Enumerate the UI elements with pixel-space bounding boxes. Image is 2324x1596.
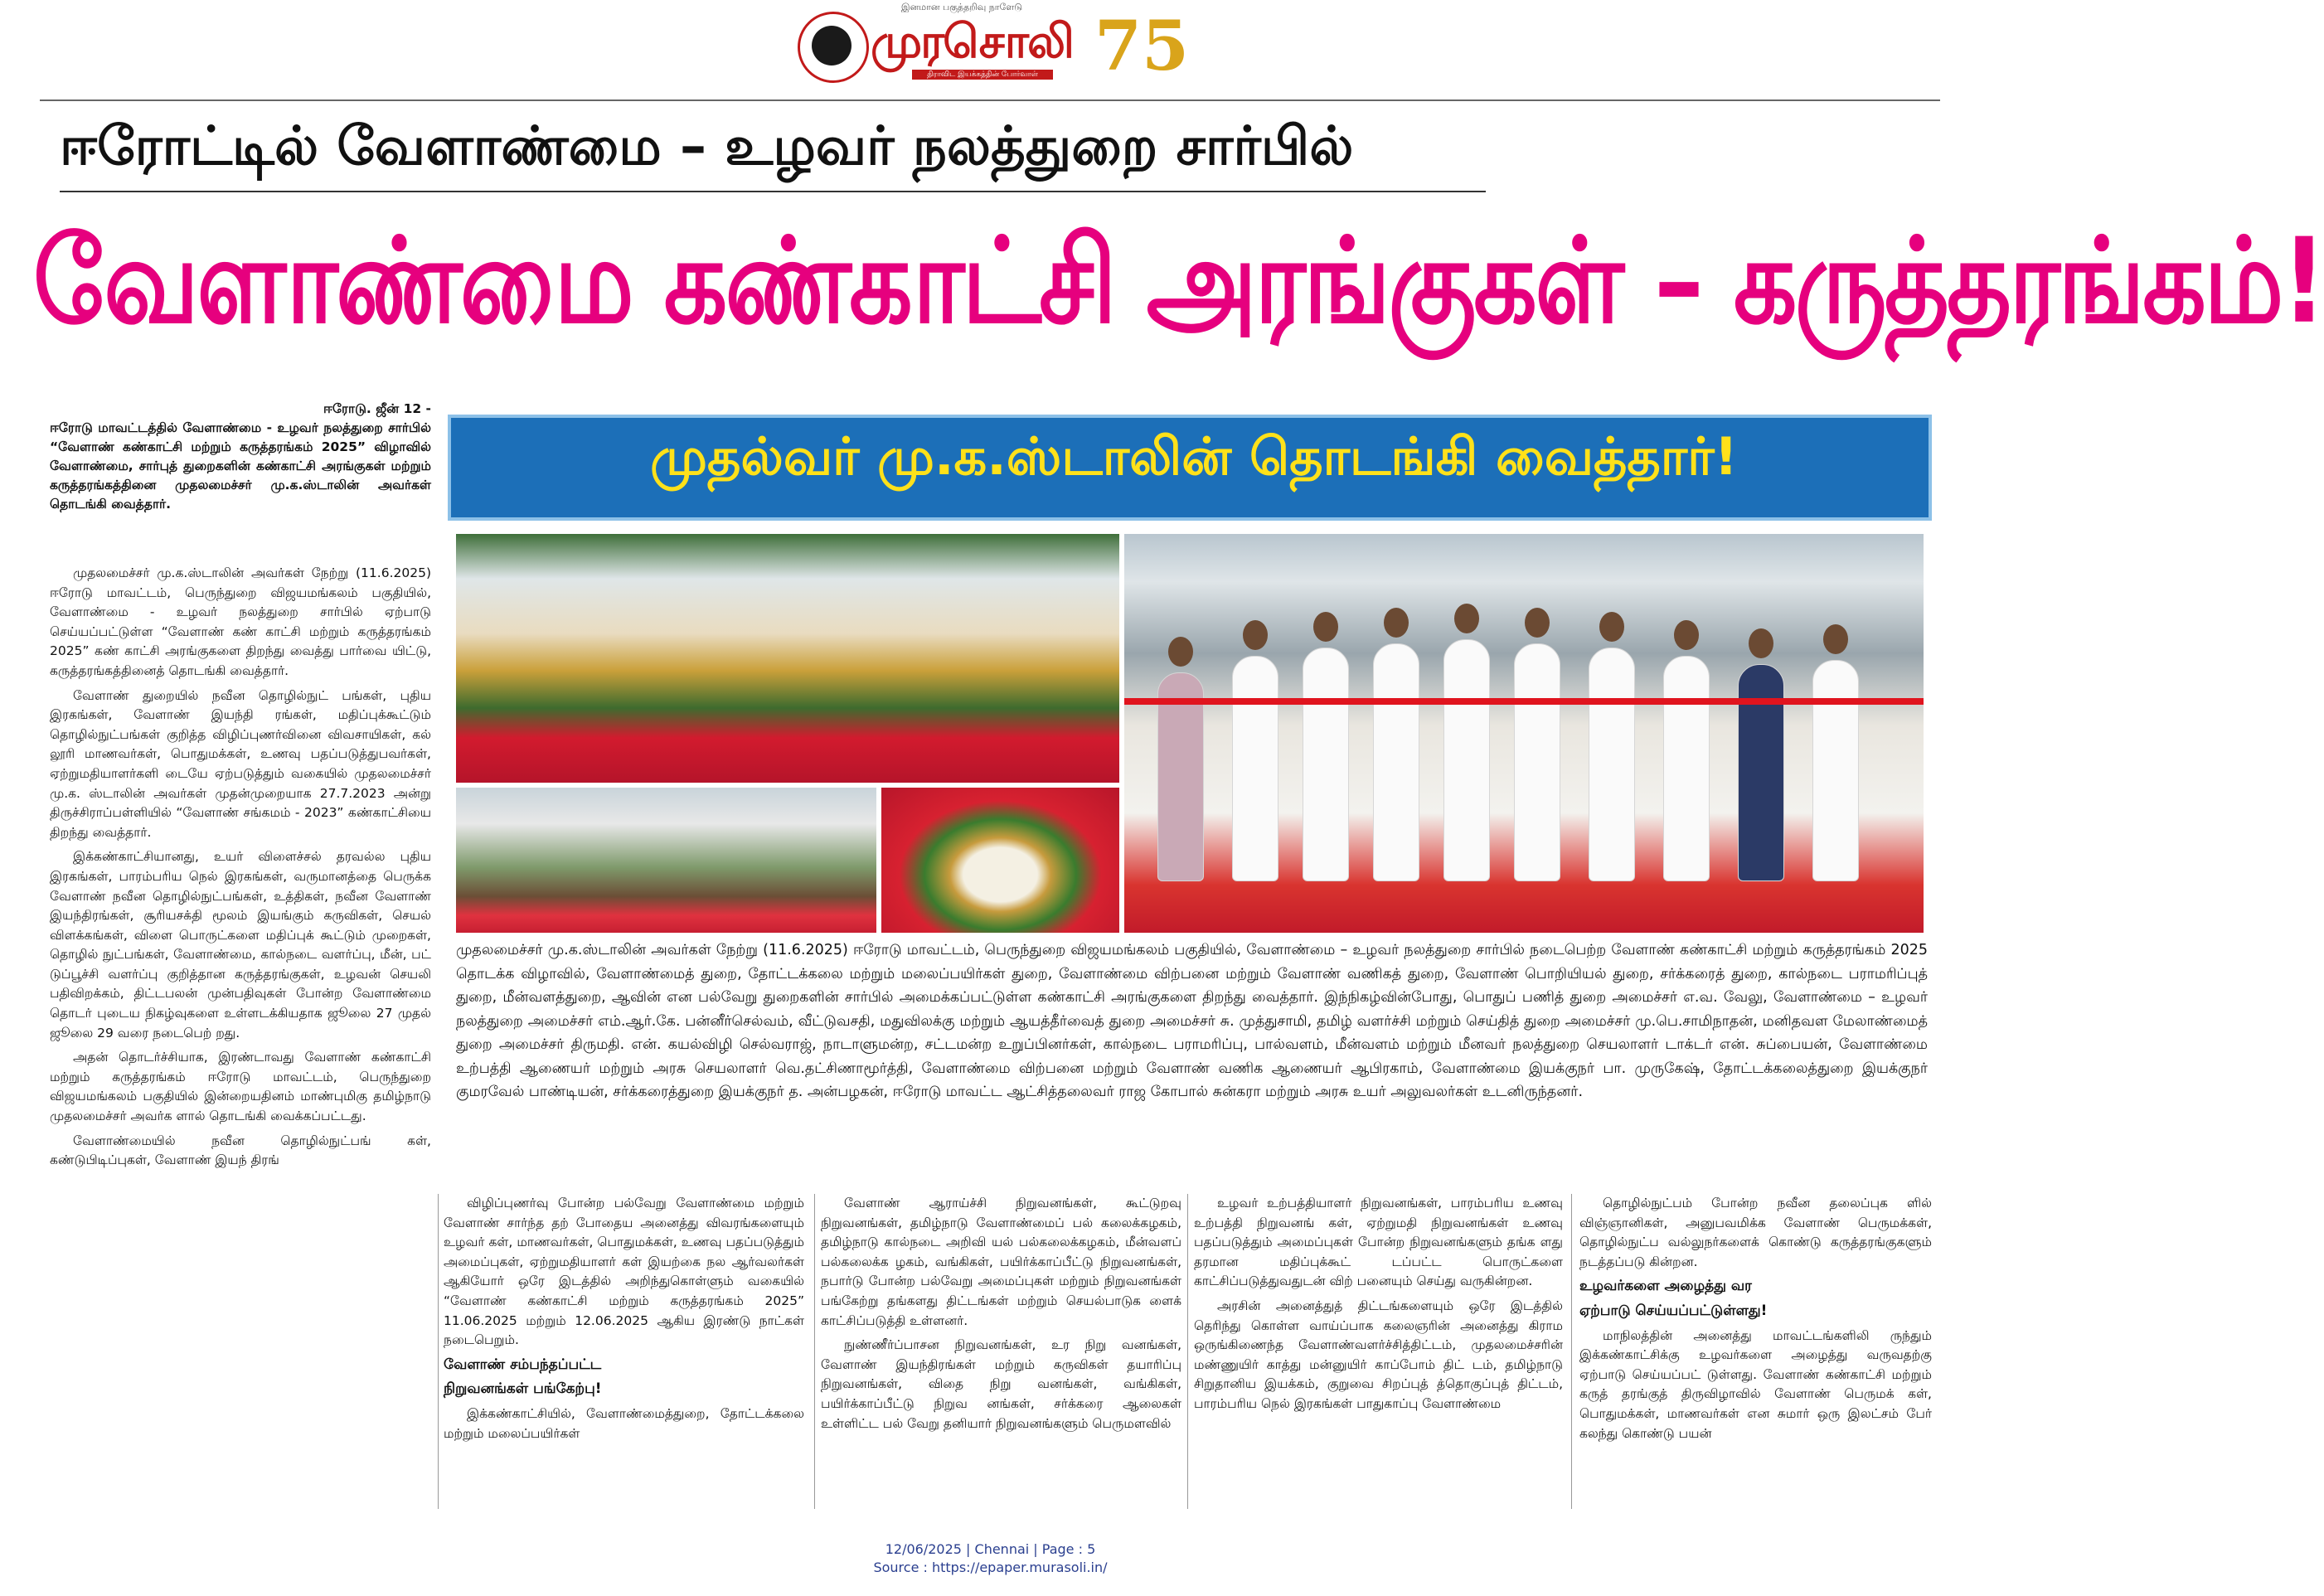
exhibition-stall-photo — [456, 534, 1119, 783]
newspaper-logo: முரசொலி — [871, 15, 1073, 69]
section-subhead: வேளாண் சம்பந்தப்பட்ட — [444, 1356, 602, 1373]
paragraph: முதலமைச்சர் மு.க.ஸ்டாலின் அவர்கள் நேற்று (11.6.2025) ஈரோடு மாவட்டம், பெருந்துறை விஜயமங்கலம் பகுதியில், வேளாண்மை - உழவர் நலத்துறை சார்பில் ஏற்பாடு செய்யப்பட்டுள்ள “வேளாண் கண் காட்சி மற்றும் கருத்தரங்கம் 2025” கண் காட்சி அரங்குகளை திறந்து வைத்து பார்வை யிட்டு, கருத்தரங்கத்தினைத் தொடங்கி வைத்தார். — [50, 565, 431, 678]
kicker-divider — [60, 191, 1486, 192]
subheadline: முதல்வர் மு.க.ஸ்டாலின் தொடங்கி வைத்தார்! — [650, 426, 1738, 487]
paragraph: தொழில்நுட்பம் போன்ற நவீன தலைப்புக ளில் விஞ்ஞானிகள், அனுபவமிக்க வேளாண் பெருமக்கள், தொழில்நுட்ப வல்லுநர்களைக் கொண்டு கருத்தரங்குகளும் நடத்தப்படு கின்றன. — [1579, 1196, 1932, 1269]
paragraph: உழவர் உற்பத்தியாளர் நிறுவனங்கள், பாரம்பரிய உணவு உற்பத்தி நிறுவனங் கள், ஏற்றுமதி நிறுவனங்கள் உணவு பதப்படுத்தும் அமைப்புகள் போன்ற நிறுவனங்களும் தங்க ளது தரமான மதிப்புக்கூட் டப்பட்ட பொருட்களை காட்சிப்படுத்துவதுடன் விற் பனையும் செய்து வருகின்றன. — [1194, 1196, 1563, 1289]
page-footer — [0, 1540, 1981, 1577]
photo-caption: முதலமைச்சர் மு.க.ஸ்டாலின் அவர்கள் நேற்று (11.6.2025) ஈரோடு மாவட்டம், பெருந்துறை விஜயமங்கலம் பகுதியில், வேளாண்மை – உழவர் நலத்துறை சார்பில் நடைபெற்ற வேளாண் கண்காட்சி மற்றும் கருத்தரங்கம் 2025 தொடக்க விழாவில், வேளாண்மைத் துறை, தோட்டக்கலை மற்றும் மலைப்பயிர்கள் துறை, வேளாண்மை விற்பனை மற்றும் வேளாண் வணிகத் துறை, வேளாண் பொறியியல் துறை, சர்க்கரைத் துறை, கால்நடை பராமரிப்புத் துறை, மீன்வளத்துறை, ஆவின் என பல்வேறு துறைகளின் சார்பில் அமைக்கப்பட்டுள்ள கண்காட்சி அரங்குகளை திறந்து வைத்தார். இந்நிகழ்வின்போது, பொதுப் பணித் துறை அமைச்சர் எ.வ. வேலு, வேளாண்மை – உழவர் நலத்துறை அமைச்சர் எம்.ஆர்.கே. பன்னீர்செல்வம், வீட்டுவசதி, மதுவிலக்கு மற்றும் ஆயத்தீர்வைத் துறை அமைச்சர் சு. முத்துசாமி, தமிழ் வளர்ச்சி மற்றும் செய்தித் துறை அமைச்சர் மு.பெ.சாமிநாதன், மனிதவள மேலாண்மைத் துறை அமைச்சர் திருமதி. என். கயல்விழி செல்வராஜ், நாடாளுமன்ற, சட்டமன்ற உறுப்பினர்கள், கால்நடை பராமரிப்பு, பால்வளம், மீன்வளம் மற்றும் மீனவர் நலத்துறை செயலாளர் டாக்டர் என். சுப்பையன், வேளாண்மை உற்பத்தி ஆணையர் மற்றும் அரசு செயலாளர் வெ.தட்சிணாமூர்த்தி, வேளாண்மை விற்பனை மற்றும் வேளாண் வணிக ஆணையர் ஆபிரகாம், வேளாண்மை இயக்குநர் பா. முருகேஷ், தோட்டக்கலைத்துறை இயக்குநர் குமரவேல் பாண்டியன், சர்க்கரைத்துறை இயக்குநர் த. அன்பழகன், ஈரோடு மாவட்ட ஆட்சித்தலைவர் ராஜ கோபால் சுன்கரா மற்றும் அரசு உயர் அலுவலர்கள் உடனிருந்தனர். — [456, 942, 1928, 1100]
article-column-5 — [1579, 1194, 1932, 1448]
article-column-4 — [1194, 1194, 1563, 1419]
paragraph: வேளாண்மையில் நவீன தொழில்நுட்பங் கள், கண்டுபிடிப்புகள், வேளாண் இயந் திரங் — [50, 1133, 431, 1168]
paragraph: அரசின் அனைத்துத் திட்டங்களையும் ஒரே இடத்தில் தெரிந்து கொள்ள வாய்ப்பாக கலைஞரின் அனைத்து கிராம ஒருங்கிணைந்த வேளாண்வளர்ச்சித்திட்டம், முதலமைச்சரின் மண்ணுயிர் காத்து மன்னுயிர் காப்போம் திட் டம், தமிழ்நாடு சிறுதானிய இயக்கம், குறுவை சிறப்புத் த்தொகுப்புத் திட்டம், பாரம்பரிய நெல் இரகங்கள் பாதுகாப்பு வேளாண்மை — [1194, 1298, 1563, 1411]
section-subhead: ஏற்பாடு செய்யப்பட்டுள்ளது! — [1579, 1302, 1768, 1319]
masthead-divider — [40, 99, 1940, 101]
article-column-2 — [444, 1194, 804, 1448]
ribbon — [1124, 698, 1924, 705]
lead-paragraph — [50, 400, 431, 514]
column-divider — [1571, 1194, 1572, 1509]
section-subhead: உழவர்களை அழைத்து வர — [1579, 1278, 1752, 1295]
paragraph: இக்கண்காட்சியில், வேளாண்மைத்துறை, தோட்டக்கலை மற்றும் மலைப்பயிர்கள் — [444, 1405, 804, 1441]
ribbon-cutting-photo — [1124, 534, 1924, 933]
masthead-subtitle: திராவிட இயக்கத்தின் போர்வாள் — [912, 70, 1053, 80]
machinery-stall-photo — [456, 788, 876, 933]
paragraph: வேளாண் துறையில் நவீன தொழில்நுட் பங்கள், புதிய இரகங்கள், வேளாண் இயந்தி ரங்கள், மதிப்புக்கூட்டும் தொழில்நுட்பங்கள் குறித்த விழிப்புணர்வினை விவசாயிகள், கல் லூரி மாணவர்கள், பொதுமக்கள், உணவு பதப்படுத்துபவர்கள், ஏற்றுமதியாளர்களி டையே ஏற்படுத்தும் வகையில் முதலமைச்சர் மு.க. ஸ்டாலின் அவர்கள் முதன்முறையாக 27.7.2023 அன்று திருச்சிராப்பள்ளியில் “வேளாண் சங்கமம் - 2023” கண்காட்சியை திறந்து வைத்தார். — [50, 687, 431, 840]
anniversary-badge: 75 — [1094, 7, 1190, 86]
kicker-headline: ஈரோட்டில் வேளாண்மை – உழவர் நலத்துறை சார்பில் — [60, 116, 1354, 177]
article-column-3 — [821, 1194, 1181, 1438]
millet-display-photo — [881, 788, 1119, 933]
paragraph: அதன் தொடர்ச்சியாக, இரண்டாவது வேளாண் கண்காட்சி மற்றும் கருத்தரங்கம் ஈரோடு மாவட்டம், பெருந்துறை விஜயமங்கலம் பகுதியில் இன்றையதினம் மாண்புமிகு தமிழ்நாடு முதலமைச்சர் அவர்க ளால் தொடங்கி வைக்கப்பட்டது. — [50, 1050, 431, 1124]
article-column-1 — [50, 564, 431, 1176]
column-divider — [1187, 1194, 1188, 1509]
party-seal-icon — [798, 12, 869, 83]
main-headline: வேளாண்மை கண்காட்சி அரங்குகள் – கருத்தரங்கம்! — [33, 214, 2324, 351]
paragraph: நுண்ணீர்ப்பாசன நிறுவனங்கள், உர நிறு வனங்கள், வேளாண் இயந்திரங்கள் மற்றும் கருவிகள் தயாரிப்பு நிறுவனங்கள், விதை நிறு வனங்கள், வங்கிகள், பயிர்க்காப்பீட்டு நிறுவ னங்கள், சர்க்கரை ஆலைகள் உள்ளிட்ட பல் வேறு தனியார் நிறுவனங்களும் பெருமளவில் — [821, 1337, 1181, 1431]
section-subhead: நிறுவனங்கள் பங்கேற்பு! — [444, 1380, 602, 1398]
paragraph: இக்கண்காட்சியானது, உயர் விளைச்சல் தரவல்ல புதிய இரகங்கள், பாரம்பரிய நெல் இரகங்கள், வருமானத்தை பெருக்க வேளாண் நவீன தொழில்நுட்பங்கள், உத்திகள், நவீன வேளாண் இயந்திரங்கள், சூரியசக்தி மூலம் இயங்கும் கருவிகள், செயல் விளக்கங்கள், விளை பொருட்களை மதிப்புக் கூட்டும் முறைகள், தொழில் நுட்பங்கள், வேளாண்மை, கால்நடை வளர்ப்பு, மீன், பட் டுப்பூச்சி வளர்ப்பு குறித்தான கருத்தரங்குகள், உழவன் செயலி பதிவிறக்கம், திட்டபலன் முன்பதிவுகள் போன்ற வேளாண்மை தொடர் புடைய நிகழ்வுகளை உள்ளடக்கியதாக ஜூலை 27 முதல் ஜூலை 29 வரை நடைபெற் றது. — [50, 849, 431, 1041]
lead-text: ஈரோடு மாவட்டத்தில் வேளாண்மை - உழவர் நலத்துறை சார்பில் “வேளாண் கண்காட்சி மற்றும் கருத்தரங்கம் 2025” விழாவில் வேளாண்மை, சார்புத் துறைகளின் கண்காட்சி அரங்குகள் மற்றும் கருத்தரங்கத்தினை முதலமைச்சர் மு.க.ஸ்டாலின் அவர்கள் தொடங்கி வைத்தார். — [50, 420, 431, 512]
paragraph: வேளாண் ஆராய்ச்சி நிறுவனங்கள், கூட்டுறவு நிறுவனங்கள், தமிழ்நாடு வேளாண்மைப் பல் கலைக்கழகம், தமிழ்நாடு கால்நடை அறிவி யல் பல்கலைக்கழகம், மீன்வளப் பல்கலைக்க ழகம், வங்கிகள், பயிர்க்காப்பீட்டு நிறுவனங்கள், நபார்டு போன்ற பல்வேறு அமைப்புகள் மற்றும் நிறுவனங்கள் பங்கேற்று தங்களது திட்டங்கள் மற்றும் செயல்பாடுக ளைக் காட்சிப்படுத்தி உள்ளனர். — [821, 1196, 1181, 1328]
paragraph: விழிப்புணர்வு போன்ற பல்வேறு வேளாண்மை மற்றும் வேளாண் சார்ந்த தற் போதைய அனைத்து விவரங்களையும் உழவர் கள், மாணவர்கள், பொதுமக்கள், உணவு பதப்படுத்தும் அமைப்புகள், ஏற்றுமதியாளர் கள் இயற்கை நல ஆர்வலர்கள் ஆகியோர் ஒரே இடத்தில் அறிந்துகொள்ளும் வகையில் “வேளாண் கண்காட்சி மற்றும் கருத்தரங்கம் 2025” 11.06.2025 மற்றும் 12.06.2025 ஆகிய இரண்டு நாட்கள் நடைபெறும். — [444, 1196, 804, 1348]
column-divider — [438, 1194, 439, 1509]
column-divider — [814, 1194, 815, 1509]
paragraph: மாநிலத்தின் அனைத்து மாவட்டங்களிலி ருந்தும் இக்கண்காட்சிக்கு உழவர்களை அழைத்து வருவதற்கு ஏற்பாடு செய்யப்பட் டுள்ளது. வேளாண் கண்காட்சி மற்றும் கருத் தரங்குத் திருவிழாவில் வேளாண் பெருமக் கள், பொதுமக்கள், மாணவர்கள் என சுமார் ஒரு இலட்சம் பேர் கலந்து கொண்டு பயன் — [1579, 1327, 1932, 1441]
footer-dateline: 12/06/2025 | Chennai | Page : 5 — [885, 1541, 1096, 1557]
footer-source-link[interactable]: Source : https://epaper.murasoli.in/ — [873, 1560, 1108, 1575]
masthead-tagline: இனமான பகுத்தறிவு நாளேடு — [900, 2, 1023, 12]
dateline: ஈரோடு. ஜீன் 12 - — [323, 401, 431, 416]
